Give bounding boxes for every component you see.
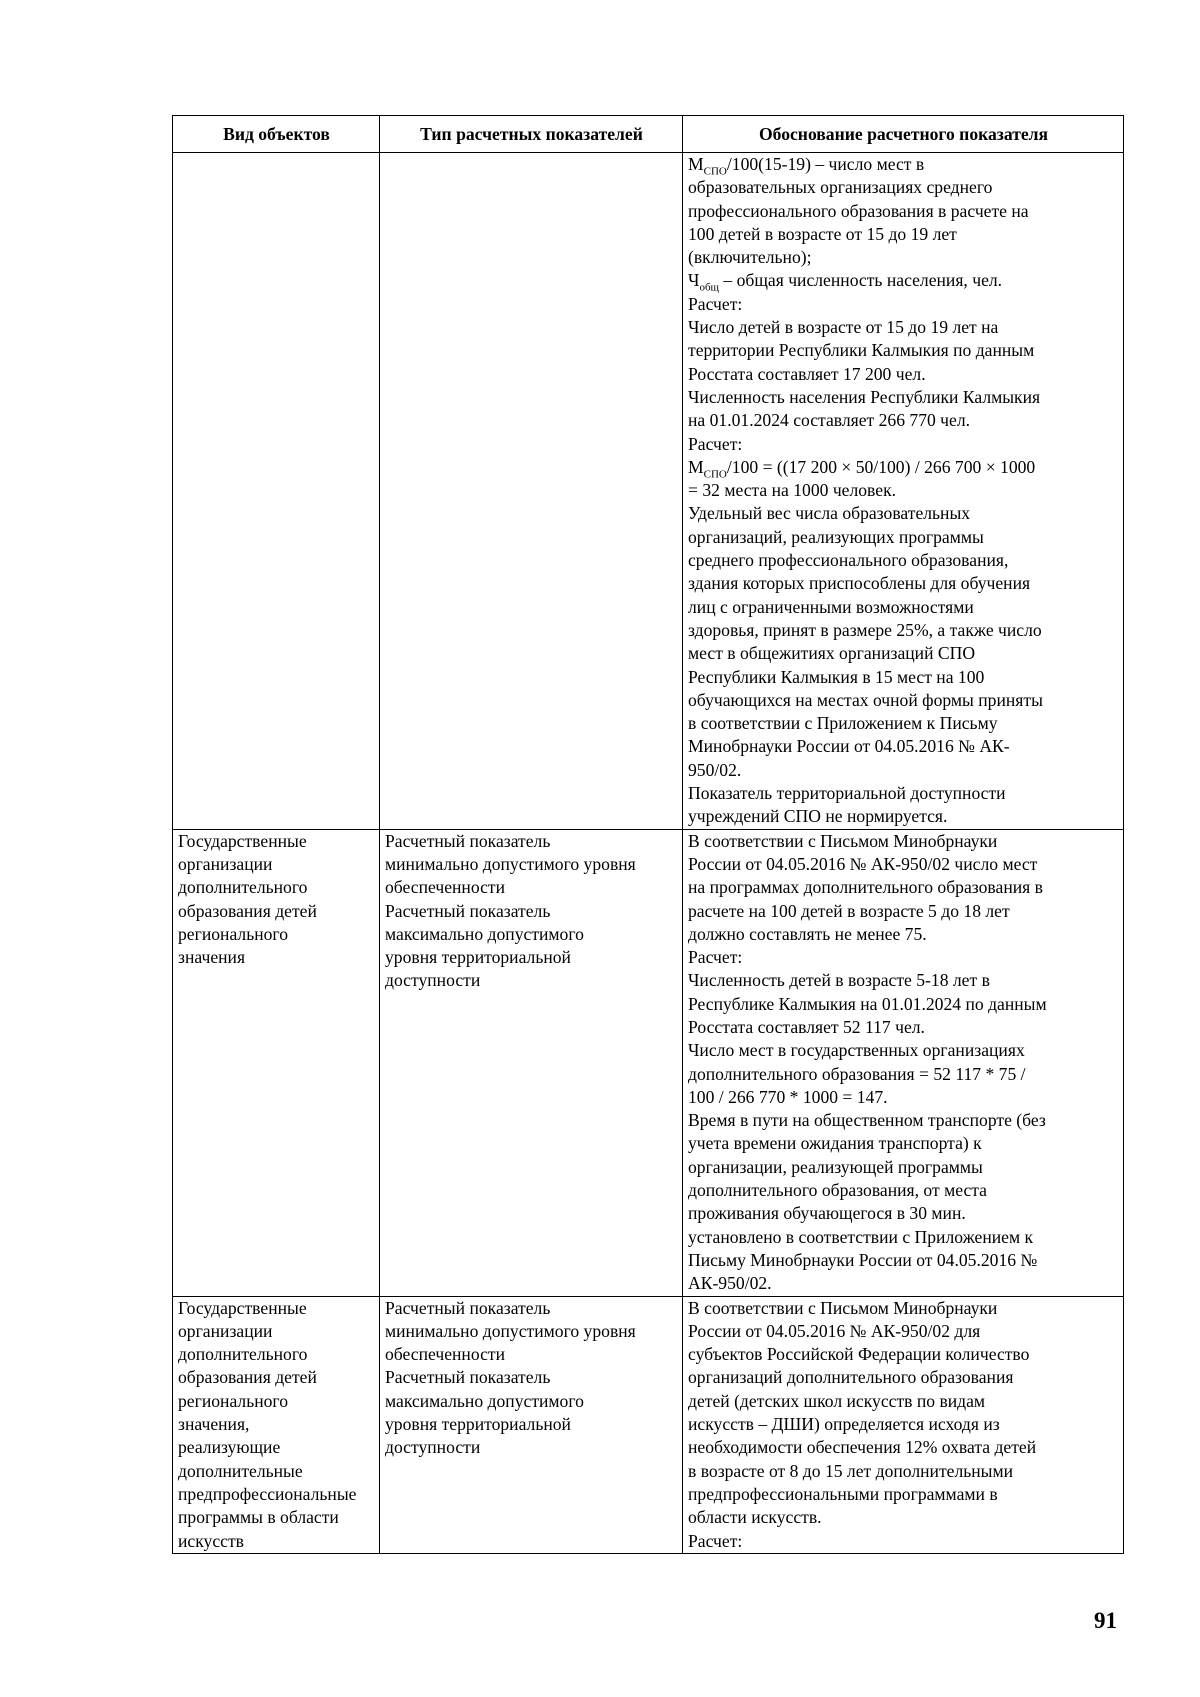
cell-text-line: 100 / 266 770 * 1000 = 147.	[688, 1086, 888, 1107]
cell-text-line: учета времени ожидания транспорта) к	[688, 1133, 982, 1154]
cell-text-line: искусств – ДШИ) определяется исходя из	[688, 1414, 1000, 1435]
cell-text-line: значения,	[178, 1414, 250, 1435]
cell-text-line: организации	[178, 1320, 273, 1341]
cell-text-line: Численность детей в возрасте 5-18 лет в	[688, 970, 990, 991]
cell-indicator-type	[380, 153, 683, 830]
cell-text-line: реализующие	[178, 1437, 281, 1458]
cell-text-line: образования детей	[178, 1367, 317, 1388]
cell-text-line: Расчетный показатель	[385, 900, 551, 921]
cell-text-line: мест в общежитиях организаций СПО	[688, 643, 976, 664]
cell-text-line: Росстата составляет 52 117 чел.	[688, 1016, 925, 1037]
cell-justification	[683, 1296, 1124, 1553]
cell-text-line: образовательных организациях среднего	[688, 177, 993, 198]
cell-text-line: Показатель территориальной доступности	[688, 783, 1006, 804]
cell-text-line: уровня территориальной	[385, 947, 571, 968]
cell-text-line: (включительно);	[688, 247, 812, 268]
cell-text-line: 100 детей в возрасте от 15 до 19 лет	[688, 223, 957, 244]
cell-text-line: минимально допустимого уровня	[385, 853, 636, 874]
cell-text-line: организаций дополнительного образования	[688, 1367, 1014, 1388]
cell-text-line: уровня территориальной	[385, 1414, 571, 1435]
cell-text-line: Расчетный показатель	[385, 1297, 551, 1318]
cell-text-line: Республике Калмыкия на 01.01.2024 по данным	[688, 993, 1047, 1014]
cell-object-type	[173, 1296, 380, 1553]
cell-text-line: профессионального образования в расчете на	[688, 200, 1029, 221]
cell-text-line: предпрофессиональные	[178, 1483, 357, 1504]
cell-text-line: Время в пути на общественном транспорте (без	[688, 1110, 1046, 1131]
cell-text-line: организации, реализующей программы	[688, 1156, 983, 1177]
cell-text-line: образования детей	[178, 900, 317, 921]
cell-text-line: Расчет:	[688, 1530, 743, 1551]
header-object-type: Вид объектов	[173, 116, 380, 153]
cell-text-line: максимально допустимого	[385, 923, 584, 944]
cell-text-line: здания которых приспособлены для обучения	[688, 573, 1031, 594]
cell-text-line: $M_{СПО}/100(15-19)$ – число мест в	[688, 154, 925, 178]
cell-text-line: В соответствии с Письмом Минобрнауки	[688, 1297, 998, 1318]
cell-text-line: дополнительного	[178, 877, 308, 898]
cell-text-line: максимально допустимого	[385, 1390, 584, 1411]
cell-text-line: детей (детских школ искусств по видам	[688, 1390, 986, 1411]
cell-text-line: обеспеченности	[385, 877, 505, 898]
cell-text-line: Число детей в возрасте от 15 до 19 лет на	[688, 317, 999, 338]
cell-text-line: Письму Минобрнауки России от 04.05.2016 №	[688, 1249, 1038, 1270]
cell-text-line: Расчет:	[688, 293, 743, 314]
table-row	[173, 153, 1124, 830]
cell-text-line: $M_{СПО}/100 = ((17$ 200 × 50/100) / 266 700 × 1000	[688, 456, 1036, 481]
cell-text-line: Численность населения Республики Калмыкия	[688, 386, 1041, 407]
cell-text-line: = 32 места на 1000 человек.	[688, 480, 897, 501]
cell-text-line: значения	[178, 947, 246, 968]
cell-object-type	[173, 153, 380, 830]
cell-text-line: здоровья, принят в размере 25%, а также число	[688, 619, 1042, 640]
cell-text-line: Число мест в государственных организациях	[688, 1040, 1025, 1061]
cell-text-line: организации	[178, 853, 273, 874]
header-justification: Обоснование расчетного показателя	[683, 116, 1124, 153]
cell-text-line: регионального	[178, 923, 289, 944]
cell-text-line: Удельный вес числа образовательных	[688, 503, 971, 524]
table-header-row	[173, 116, 1124, 153]
cell-text-line: территории Республики Калмыкия по данным	[688, 340, 1035, 361]
cell-text-line: предпрофессиональными программами в	[688, 1483, 998, 1504]
cell-text-line: проживания обучающегося в 30 мин.	[688, 1203, 966, 1224]
cell-text-line: Расчетный показатель	[385, 830, 551, 851]
table-row	[173, 1296, 1124, 1553]
cell-justification	[683, 829, 1124, 1296]
cell-text-line: обеспеченности	[385, 1344, 505, 1365]
cell-text-line: Расчет:	[688, 947, 743, 968]
cell-text-line: минимально допустимого уровня	[385, 1320, 636, 1341]
cell-text-line: России от 04.05.2016 № АК-950/02 число мест	[688, 853, 1038, 874]
cell-text-line: Республики Калмыкия в 15 мест на 100	[688, 666, 985, 687]
cell-text-line: необходимости обеспечения 12% охвата детей	[688, 1437, 1037, 1458]
cell-text-line: расчете на 100 детей в возрасте 5 до 18 лет	[688, 900, 1010, 921]
cell-text-line: доступности	[385, 970, 481, 991]
cell-text-line: искусств	[178, 1530, 244, 1551]
cell-text-line: регионального	[178, 1390, 289, 1411]
cell-text-line: должно составлять не менее 75.	[688, 923, 927, 944]
cell-text-line: обучающихся на местах очной формы приняты	[688, 689, 1043, 710]
cell-text-line: установлено в соответствии с Приложением к	[688, 1226, 1034, 1247]
cell-text-line: Расчетный показатель	[385, 1367, 551, 1388]
cell-text-line: Государственные	[178, 1297, 307, 1318]
cell-text-line: России от 04.05.2016 № АК-950/02 для	[688, 1320, 981, 1341]
cell-indicator-type	[380, 829, 683, 1296]
cell-text-line: Расчет:	[688, 433, 743, 454]
table-row	[173, 829, 1124, 1296]
cell-text-line: Минобрнауки России от 04.05.2016 № АК-	[688, 736, 1010, 757]
cell-text-line: области искусств.	[688, 1507, 822, 1528]
cell-text-line: $Ч_{общ}$ – общая численность населения, чел.	[688, 270, 1003, 294]
cell-text-line: АК-950/02.	[688, 1273, 772, 1294]
cell-text-line: дополнительного образования = 52 117 * 75 /	[688, 1063, 1026, 1084]
cell-text-line: 950/02.	[688, 759, 742, 780]
cell-text-line: программы в области	[178, 1507, 339, 1528]
cell-text-line: субъектов Российской Федерации количество	[688, 1344, 1030, 1365]
cell-text-line: на программах дополнительного образования в	[688, 877, 1043, 898]
cell-text-line: в соответствии с Приложением к Письму	[688, 713, 998, 734]
cell-text-line: доступности	[385, 1437, 481, 1458]
header-indicator-type: Тип расчетных показателей	[380, 116, 683, 153]
cell-text-line: Росстата составляет 17 200 чел.	[688, 363, 926, 384]
indicators-table	[172, 115, 1124, 1554]
cell-justification	[683, 153, 1124, 830]
cell-object-type	[173, 829, 380, 1296]
cell-text-line: дополнительные	[178, 1460, 303, 1481]
cell-text-line: лиц с ограниченными возможностями	[688, 596, 974, 617]
cell-text-line: учреждений СПО не нормируется.	[688, 806, 948, 827]
cell-text-line: в возрасте от 8 до 15 лет дополнительными	[688, 1460, 1014, 1481]
cell-text-line: В соответствии с Письмом Минобрнауки	[688, 830, 998, 851]
page-number: 91	[1094, 1608, 1117, 1633]
cell-text-line: на 01.01.2024 составляет 266 770 чел.	[688, 410, 971, 431]
cell-text-line: Государственные	[178, 830, 307, 851]
cell-text-line: среднего профессионального образования,	[688, 550, 1009, 571]
cell-indicator-type	[380, 1296, 683, 1553]
cell-text-line: дополнительного образования, от места	[688, 1180, 987, 1201]
cell-text-line: дополнительного	[178, 1344, 308, 1365]
cell-text-line: организаций, реализующих программы	[688, 526, 984, 547]
